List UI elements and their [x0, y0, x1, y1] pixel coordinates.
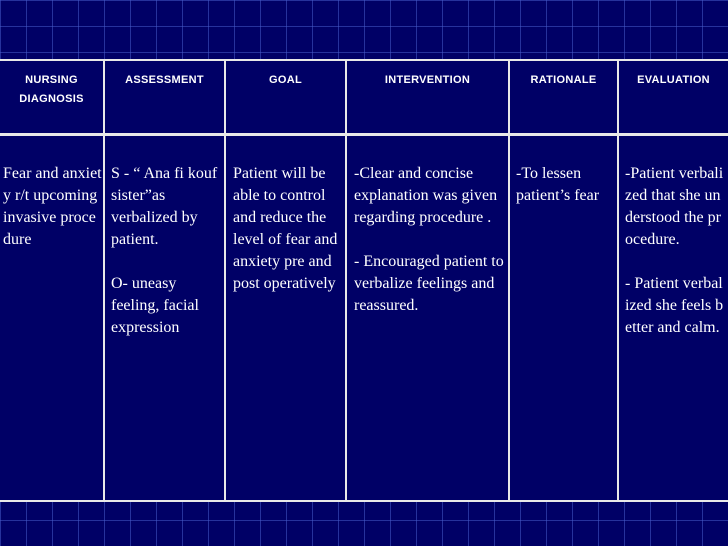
cell-intervention: -Clear and concise explanation was given regarding procedure . - Encouraged patient to verbalize feelings and reassured. [354, 165, 504, 314]
cell-assessment: S - “ Ana fi kouf sister”as verbalized by patient. O- uneasy feeling, facial expression [111, 165, 218, 336]
header-rationale: RATIONALE [530, 74, 597, 86]
cell-rationale: -To lessen patient’s fear [516, 165, 600, 204]
header-assessment: ASSESSMENT [125, 74, 204, 86]
header-nursing-diagnosis: NURSING DIAGNOSIS [19, 74, 84, 105]
header-intervention: INTERVENTION [384, 74, 471, 86]
cell-goal: Patient will be able to control and reduce the level of fear and anxiety pre and post operatively [233, 165, 342, 292]
header-goal: GOAL [269, 74, 302, 86]
bottom-grid-strip [0, 502, 728, 546]
header-evaluation: EVALUATION [637, 74, 710, 86]
cell-diagnosis: Fear and anxiety r/t upcoming invasive procedure [3, 165, 102, 248]
cell-evaluation: -Patient verbalized that she understood the procedure. - Patient verbalized she feels better and calm. [625, 165, 724, 336]
